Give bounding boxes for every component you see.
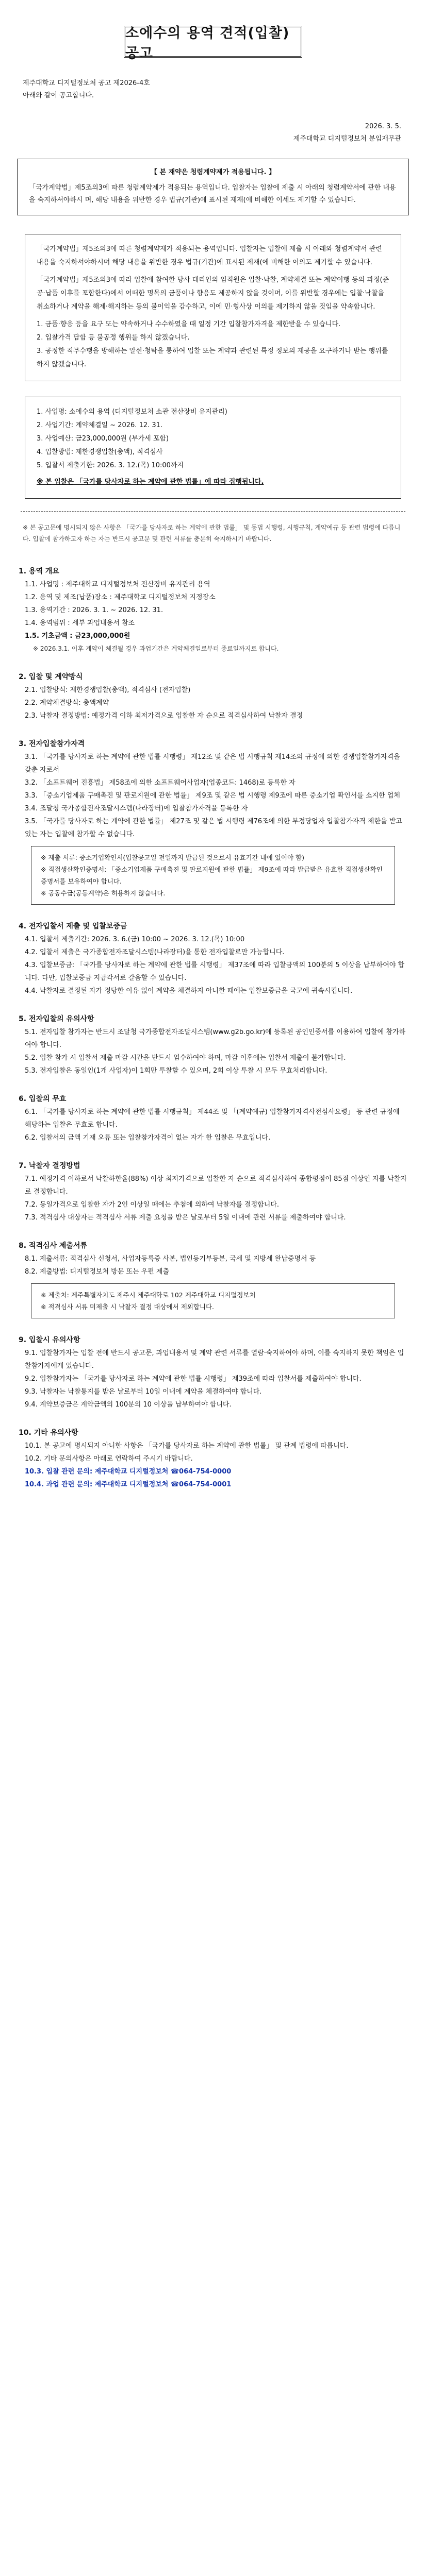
- section-line: 9.2. 입찰참가자는 「국가를 당사자로 하는 계약에 관한 법률 시행령」 제39조에 따라 입찰서를 제출하여야 합니다.: [25, 1375, 362, 1383]
- dashed-divider: [21, 511, 405, 512]
- section-heading: 2. 입찰 및 계약방식: [19, 673, 83, 681]
- integrity-contract-box: [17, 159, 409, 215]
- integrity-pledge-item: 「국가계약법」제5조의3에 따라 입찰에 참여한 당사 대리인의 임직원은 입찰·낙찰, 계약체결 또는 계약이행 등의 과정(준공·납품 이후를 포함한다)에서 어떠한 명목의 금품이나 향응도 제공하지 않을 것이며, 이를 위반할 경우에는 입찰·낙찰을 취소하거나 계약을 해제·해지하는 등의 불이익을 감수하고, 이에 민·형사상 이의를 제기하지 않을 것임을 약속합니다.: [37, 276, 389, 311]
- section-line: 8.2. 제출방법: 디지털정보처 방문 또는 우편 제출: [25, 1268, 170, 1276]
- notice-box-line: ※ 제출 서류: 중소기업확인서(입찰공고일 전일까지 발급된 것으로서 유효기간 내에 있어야 함): [41, 854, 304, 861]
- outline-item: 4. 입찰방법: 제한경쟁입찰(총액), 적격심사: [37, 448, 163, 456]
- integrity-pledge-item: 1. 금품·향응 등을 요구 또는 약속하거나 수수하였을 때 일정 기간 입찰참가자격을 제한받을 수 있습니다.: [37, 320, 341, 328]
- section-line: 7.3. 적격심사 대상자는 적격심사 서류 제출 요청을 받은 날로부터 5일 이내에 관련 서류를 제출하여야 합니다.: [25, 1214, 346, 1222]
- contact-line: 10.4. 과업 관련 문의: 제주대학교 디지털정보처 ☎064-754-0001: [25, 1481, 232, 1488]
- section-line: 4.3. 입찰보증금: 「국가를 당사자로 하는 계약에 관한 법률 시행령」 제37조에 따라 입찰금액의 100분의 5 이상을 납부하여야 합니다. 다만, 입찰보증금 지급각서로 갈음할 수 있습니다.: [25, 961, 405, 982]
- document-page: [0, 26, 426, 2576]
- document-title: 소에수의 용역 견적(입찰)공고: [124, 26, 302, 58]
- notice-box-line: ※ 제출처: 제주특별자치도 제주시 제주대학로 102 제주대학교 디지털정보처: [41, 1291, 256, 1299]
- section-heading: 5. 전자입찰의 유의사항: [19, 1015, 94, 1023]
- section-line: 4.1. 입찰서 제출기간: 2026. 3. 6.(금) 10:00 ~ 2026. 3. 12.(목) 10:00: [25, 936, 245, 943]
- section-line: 2.3. 낙찰자 결정방법: 예정가격 이하 최저가격으로 입찰한 자 순으로 적격심사하여 낙찰자 결정: [25, 712, 303, 720]
- section-line: 1.2. 용역 및 제조(납품)장소 : 제주대학교 디지털정보처 지정장소: [25, 594, 216, 601]
- integrity-contract-title: 【 본 재약은 청렴계약제가 적용됩니다. 】: [151, 168, 275, 176]
- notice-box: [31, 846, 395, 905]
- section-line: 7.1. 예정가격 이하로서 낙찰하한율(88%) 이상 최저가격으로 입찰한 자 순으로 적격심사하여 종합평점이 85점 이상인 자를 낙찰자로 결정합니다.: [25, 1175, 407, 1196]
- integrity-pledge-box: [25, 234, 401, 381]
- notice-number: 제주대학교 디지털정보처 공고 제2026-4호: [23, 79, 150, 87]
- integrity-contract-body: 「국가계약법」제5조의3에 따른 청렴계약제가 적용되는 용역입니다. 입찰자는 입찰에 제출 시 아래의 청렴계약서에 관한 내용을 숙지하셔야하시 며, 해당 내용을 위반한 경우 법규(기관)에 표시된 제재(에 비해한 이세도 제기할 수 있습니다.: [29, 184, 396, 204]
- section-heading: 10. 기타 유의사항: [19, 1429, 78, 1437]
- section-line: 3.5. 「국가를 당사자로 하는 계약에 관한 법률」 제27조 및 같은 법 시행령 제76조에 의한 부정당업자 입찰참가자격 제한을 받고 있는 자는 입찰에 참가할 수 없습니다.: [25, 818, 402, 838]
- section-heading: 3. 전자입찰참가자격: [19, 740, 85, 748]
- section-line: 1.3. 용역기간 : 2026. 3. 1. ~ 2026. 12. 31.: [25, 606, 163, 614]
- section-line: 3.3. 「중소기업제품 구매촉진 및 판로지원에 관한 법률」 제9조 및 같은 법 시행령 제9조에 따른 중소기업 확인서를 소지한 업체: [25, 792, 400, 800]
- section-line: 4.2. 입찰서 제출은 국가종합전자조달시스템(나라장터)을 통한 전자입찰로만 가능합니다.: [25, 948, 285, 956]
- date-block: [0, 121, 401, 145]
- outline-highlight: ※ 본 입찰은 「국가를 당사자로 하는 계약에 관한 법률」에 따라 집행됩니다.: [37, 478, 264, 486]
- section-line: 6.1. 「국가를 당사자로 하는 계약에 관한 법률 시행규칙」 제44조 및 「(계약예규) 입찰참가자격사전심사요령」 등 관련 규정에 해당하는 입찰은 무효로 합니다.: [25, 1108, 400, 1129]
- section-heading: 8. 적격심사 제출서류: [19, 1242, 87, 1250]
- document-body: [19, 565, 407, 1491]
- issuer: 제주대학교 디지털정보처 분임재무관: [293, 135, 401, 143]
- section-line: 2.1. 입찰방식: 제한경쟁입찰(총액), 적격심사 (전자입찰): [25, 686, 191, 694]
- notice-box-line: ※ 공동수급(공동계약)은 허용하지 않습니다.: [41, 889, 166, 897]
- notice-box-line: ※ 적격심사 서류 미제출 시 낙찰자 결정 대상에서 제외합니다.: [41, 1303, 215, 1311]
- section-heading: 6. 입찰의 무효: [19, 1095, 67, 1103]
- section-line: 9.1. 입찰참가자는 입찰 전에 반드시 공고문, 과업내용서 및 계약 관련 서류를 열람·숙지하여야 하며, 이를 숙지하지 못한 책임은 입찰참가자에게 있습니다.: [25, 1349, 404, 1370]
- section-line: 10.2. 기타 문의사항은 아래로 연락하여 주시기 바랍니다.: [25, 1455, 193, 1463]
- outline-item: 1. 사업명: 소에수의 용역 (디지털정보처 소관 전산장비 유지관리): [37, 408, 227, 416]
- section-line: 9.4. 계약보증금은 계약금액의 100분의 10 이상을 납부하여야 합니다.: [25, 1401, 232, 1409]
- section-line: 5.1. 전자입찰 참가자는 반드시 조달청 국가종합전자조달시스템(www.g2b.go.kr)에 등록된 공인인증서를 이용하여 입찰에 참가하여야 합니다.: [25, 1028, 406, 1049]
- integrity-pledge-item: 2. 입찰가격 담합 등 불공정 행위를 하지 않겠습니다.: [37, 334, 190, 342]
- section-heading: 4. 전자입찰서 제출 및 입찰보증금: [19, 922, 127, 930]
- notice-box: [31, 1283, 395, 1318]
- section-line: 1.1. 사업명 : 제주대학교 디지털정보처 전산장비 유지관리 용역: [25, 581, 210, 588]
- outline-item: 3. 사업예산: 금23,000,000원 (부가세 포함): [37, 435, 169, 443]
- section-heading: 9. 입찰시 유의사항: [19, 1336, 80, 1344]
- section-line: 3.1. 「국가를 당사자로 하는 계약에 관한 법률 시행령」 제12조 및 같은 법 시행규칙 제14조의 규정에 의한 경쟁입찰참가자격을 갖춘 자로서: [25, 753, 400, 774]
- outline-item: 5. 입찰서 제출기한: 2026. 3. 12.(목) 10:00까지: [37, 462, 184, 469]
- notice-header: [23, 77, 426, 102]
- integrity-pledge-item: 「국가계약법」제5조의3에 따른 청렴계약제가 적용되는 용역입니다. 입찰자는 입찰에 제출 시 아래와 청렴계약서 관련 내용을 숙지하셔야하시며 해당 내용을 위반한 경우 법규(기관)에 표시된 제재(에 비해한 이의도 제기할 수 있습니다.: [37, 245, 382, 266]
- section-line: 10.1. 본 공고에 명시되지 아니한 사항은 「국가를 당사자로 하는 계약에 관한 법률」 및 관계 법령에 따릅니다.: [25, 1442, 349, 1450]
- section-heading: 1. 용역 개요: [19, 567, 59, 575]
- dashed-note: ※ 본 공고문에 명시되지 않은 사항은 「국가를 당사자로 하는 계약에 관한 법률」 및 동법 시행령, 시행규칙, 계약예규 등 관련 법령에 따릅니다. 입찰에 참가하고자 하는 자는 반드시 공고문 및 관련 서류를 충분히 숙지하시기 바랍니다.: [23, 524, 401, 543]
- section-line: 3.4. 조달청 국가종합전자조달시스템(나라장터)에 입찰참가자격을 등록한 자: [25, 805, 248, 812]
- contact-line: 10.3. 입찰 관련 문의: 제주대학교 디지털정보처 ☎064-754-0000: [25, 1468, 232, 1476]
- notice-intro: 아래와 같이 공고합니다.: [23, 92, 94, 99]
- outline-box: [25, 397, 401, 499]
- integrity-pledge-item: 3. 공정한 직무수행을 방해하는 알선·청탁을 통하여 입찰 또는 계약과 관련된 특정 정보의 제공을 요구하거나 받는 행위를 하지 않겠습니다.: [37, 347, 388, 368]
- section-line: 2.2. 계약체결방식: 총액계약: [25, 699, 109, 707]
- section-line: 7.2. 동일가격으로 입찰한 자가 2인 이상일 때에는 추첨에 의하여 낙찰자를 결정합니다.: [25, 1201, 279, 1209]
- notice-date: 2026. 3. 5.: [365, 123, 401, 130]
- section-line: 6.2. 입찰서의 금액 기재 오류 또는 입찰참가자격이 없는 자가 한 입찰은 무효입니다.: [25, 1134, 271, 1142]
- section-line: 5.3. 전자입찰은 동일인(1개 사업자)이 1회만 투찰할 수 있으며, 2회 이상 투찰 시 모두 무효처리합니다.: [25, 1067, 327, 1075]
- section-line: 9.3. 낙찰자는 낙찰통지를 받은 날로부터 10일 이내에 계약을 체결하여야 합니다.: [25, 1388, 262, 1396]
- section-line: 1.4. 용역범위 : 세부 과업내용서 참조: [25, 619, 135, 627]
- section-note: ※ 2026.3.1. 이후 계약이 체결될 경우 과업기간은 계약체결일로부터 종료일까지로 합니다.: [33, 645, 279, 652]
- notice-box-line: ※ 직접생산확인증명서: 「중소기업제품 구매촉진 및 판로지원에 관한 법률」 제9조에 따라 발급받은 유효한 직접생산확인증명서를 보유하여야 합니다.: [41, 866, 383, 885]
- section-line: 3.2. 「소프트웨어 진흥법」 제58조에 의한 소프트웨어사업자(업종코드: 1468)로 등록한 자: [25, 779, 296, 787]
- outline-item: 2. 사업기간: 계약체결일 ~ 2026. 12. 31.: [37, 421, 163, 429]
- section-line: 4.4. 낙찰자로 결정된 자가 정당한 이유 없이 계약을 체결하지 아니한 때에는 입찰보증금을 국고에 귀속시킵니다.: [25, 987, 353, 995]
- section-heading: 7. 낙찰자 결정방법: [19, 1162, 80, 1170]
- section-line: 1.5. 기초금액 : 금23,000,000원: [25, 632, 130, 640]
- section-line: 5.2. 입찰 참가 시 입찰서 제출 마감 시간을 반드시 엄수하여야 하며, 마감 이후에는 입찰서 제출이 불가합니다.: [25, 1054, 346, 1062]
- section-line: 8.1. 제출서류: 적격심사 신청서, 사업자등록증 사본, 법인등기부등본, 국세 및 지방세 완납증명서 등: [25, 1255, 316, 1263]
